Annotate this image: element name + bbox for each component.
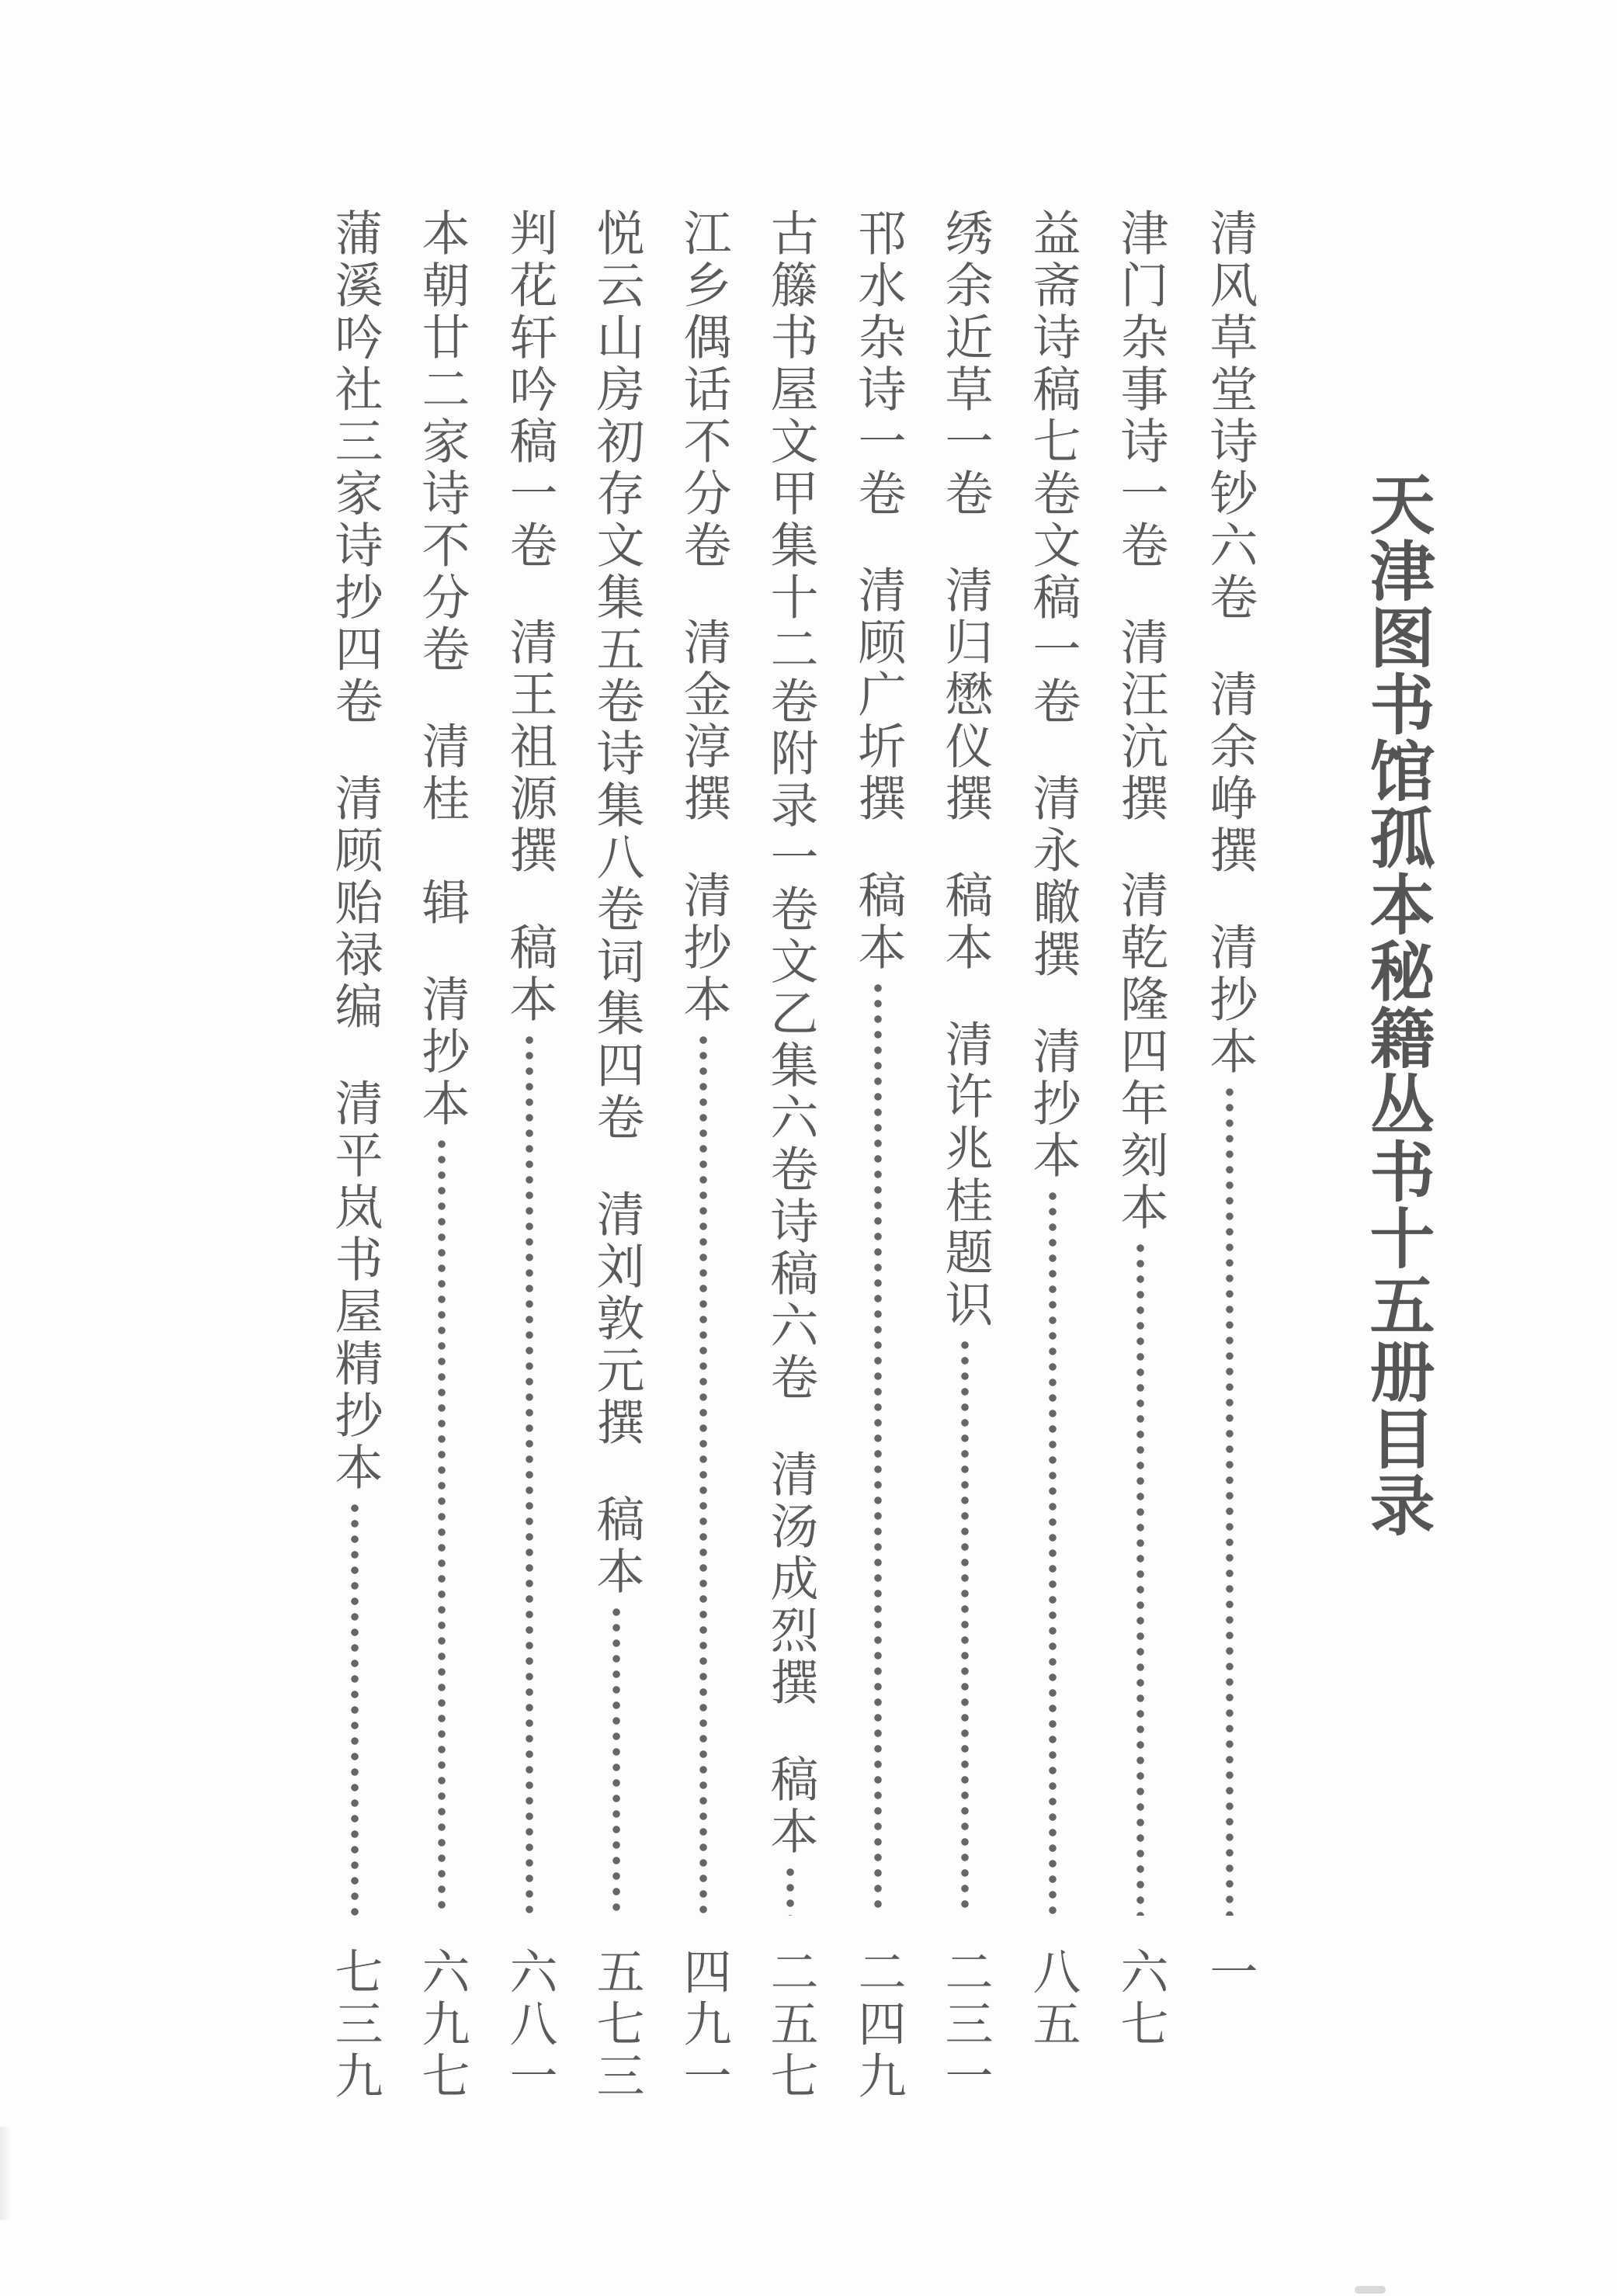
toc-entry [1025, 208, 1081, 2102]
entry-title: 邗水杂诗一卷 [850, 208, 907, 520]
dot-leader [1116, 1240, 1164, 1916]
dot-leader [592, 1604, 640, 1916]
entry-author: 清桂 辑 [414, 721, 470, 929]
entry-edition: 稿本 [501, 922, 558, 1026]
entry-title: 江乡偶话不分卷 [675, 208, 732, 572]
entry-author: 清金淳撰 [675, 617, 732, 825]
dot-leader [941, 1337, 989, 1916]
entry-author: 清归懋仪撰 [937, 565, 994, 825]
entry-author: 清顾贻禄编 [327, 773, 383, 1033]
dot-leader [766, 1864, 814, 1916]
toc-entry [414, 208, 470, 2103]
entry-page-number: 六七 [1112, 1947, 1169, 2051]
dot-leader [854, 980, 902, 1916]
page-title: 天津图书馆孤本秘籍丛书十五册目录 [1359, 470, 1435, 1538]
entry-author: 清王祖源撰 [501, 617, 558, 877]
entry-edition: 稿本 [850, 870, 907, 974]
entry-edition: 清乾隆四年刻本 [1112, 870, 1169, 1234]
entry-edition: 清抄本 [1025, 1026, 1081, 1182]
dot-leader [679, 1032, 727, 1916]
entry-edition: 稿本 [937, 870, 994, 974]
dot-leader [505, 1032, 553, 1916]
toc-entry [588, 208, 645, 2103]
entry-edition: 稿本 [762, 1754, 819, 1858]
toc-entry [501, 208, 558, 2103]
scan-edge-shadow [0, 2127, 11, 2220]
entry-author: 清顾广圻撰 [850, 565, 907, 825]
entry-edition: 清抄本 [1202, 922, 1258, 1078]
entry-title: 绣余近草一卷 [937, 208, 994, 520]
entry-author: 清永瞮撰 [1025, 773, 1081, 981]
toc-entry [850, 208, 907, 2103]
entry-title: 古籐书屋文甲集十二卷附录一卷文乙集六卷诗稿六卷 [762, 208, 819, 1404]
entry-page-number: 八五 [1025, 1947, 1081, 2051]
entry-page-number: 六九七 [414, 1947, 470, 2103]
entry-page-number: 一 [1202, 1947, 1258, 1999]
entry-page-number: 五七三 [588, 1947, 645, 2103]
entry-title: 判花轩吟稿一卷 [501, 208, 558, 572]
toc-entry [937, 208, 994, 2103]
entry-title: 清风草堂诗钞六卷 [1202, 208, 1258, 624]
entry-author: 清余峥撰 [1202, 669, 1258, 877]
entry-title: 津门杂事诗一卷 [1112, 208, 1169, 572]
dot-leader [331, 1500, 379, 1916]
entry-note: 清许兆桂题识 [937, 1019, 994, 1331]
entry-title: 悦云山房初存文集五卷诗集八卷词集四卷 [588, 208, 645, 1144]
entry-page-number: 二三一 [937, 1947, 994, 2103]
scan-mark [1355, 2286, 1386, 2294]
entry-title: 蒲溪吟社三家诗抄四卷 [327, 208, 383, 728]
entry-page-number: 四九一 [675, 1947, 732, 2103]
toc-entry [1112, 208, 1169, 2102]
toc-entry [675, 208, 732, 2103]
entry-edition: 清抄本 [675, 870, 732, 1026]
entry-title: 益斋诗稿七卷文稿一卷 [1025, 208, 1081, 728]
toc-entry [327, 208, 383, 2103]
entry-page-number: 七三九 [327, 1947, 383, 2103]
entry-author: 清刘敦元撰 [588, 1189, 645, 1449]
entry-title: 本朝廿二家诗不分卷 [414, 208, 470, 676]
entry-page-number: 二五七 [762, 1947, 819, 2103]
toc-entry [762, 208, 819, 2103]
entry-edition: 清平岚书屋精抄本 [327, 1078, 383, 1494]
entry-page-number: 六八一 [501, 1947, 558, 2103]
entry-edition: 清抄本 [414, 974, 470, 1130]
toc-entry [1202, 208, 1258, 2102]
dot-leader [1206, 1084, 1254, 1916]
entry-author: 清汪沆撰 [1112, 617, 1169, 825]
entry-page-number: 二四九 [850, 1947, 907, 2103]
dot-leader [1029, 1188, 1077, 1916]
entry-author: 清汤成烈撰 [762, 1449, 819, 1709]
entry-edition: 稿本 [588, 1494, 645, 1598]
dot-leader [418, 1136, 466, 1916]
